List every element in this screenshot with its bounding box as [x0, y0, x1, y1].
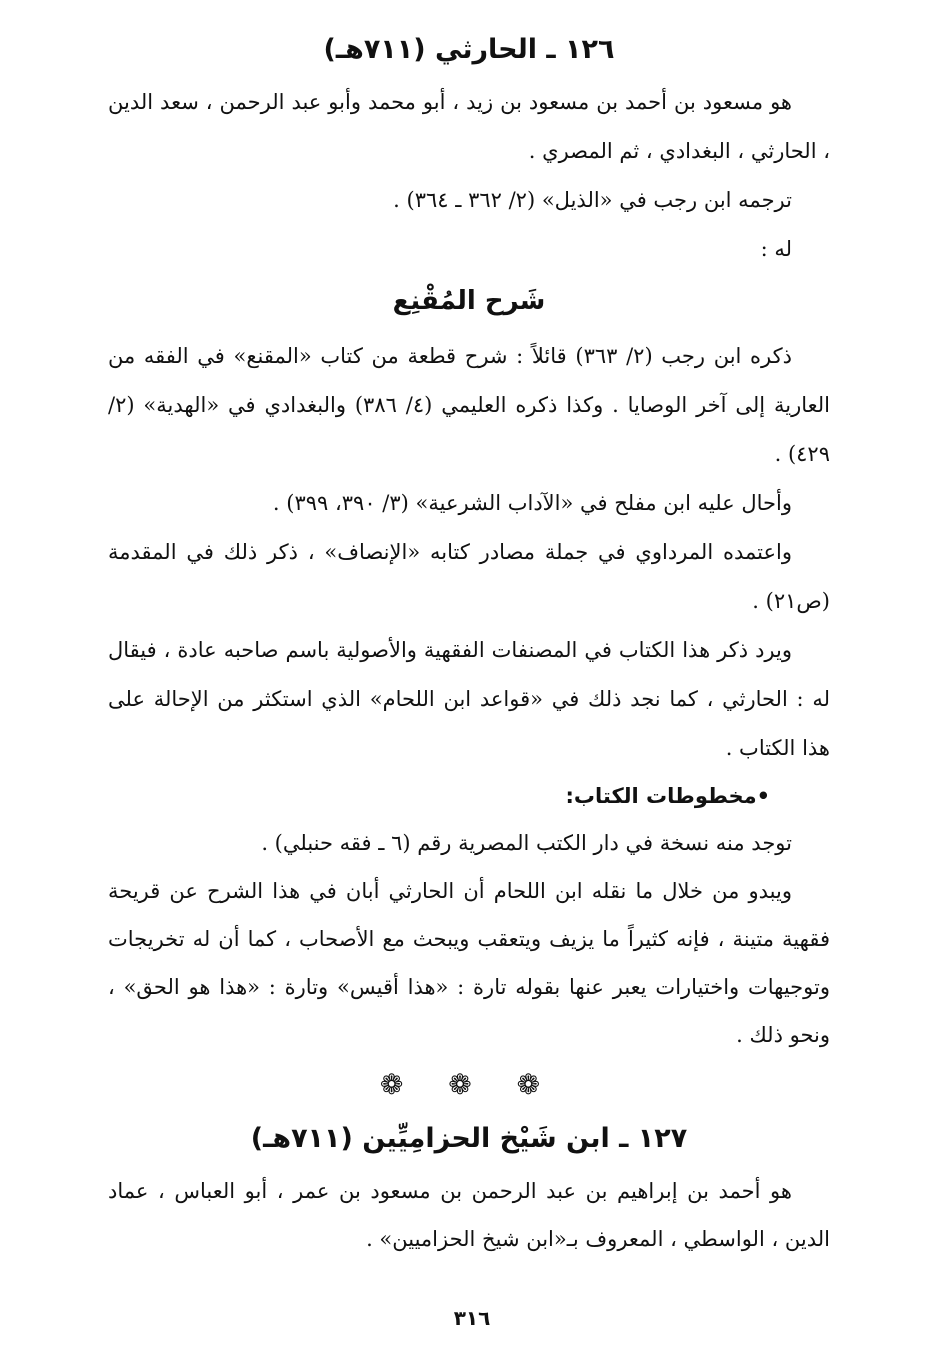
manuscripts-label: •مخطوطات الكتاب: — [565, 784, 770, 808]
entry-126-bio: هو مسعود بن أحمد بن مسعود بن زيد ، أبو محمد وأبو عبد الرحمن ، سعد الدين ، الحارثي ، البغدادي ، ثم المصري . — [108, 90, 830, 163]
entry-126-heading: ١٢٦ ـ الحارثي (٧١١هـ) — [323, 34, 615, 65]
entry-127-bio: هو أحمد بن إبراهيم بن عبد الرحمن بن مسعود بن عمر ، أبو العباس ، عماد الدين ، الواسطي ، المعروف بـ«ابن شيخ الحزاميين» . — [108, 1179, 830, 1251]
book-paragraph-3: واعتمده المرداوي في جملة مصادر كتابه «الإنصاف» ، ذكر ذلك في المقدمة (ص٢١) . — [108, 540, 830, 613]
book-paragraph-2: وأحال عليه ابن مفلح في «الآداب الشرعية» (٣/ ٣٩٠، ٣٩٩) . — [272, 491, 792, 515]
book-paragraph-4: ويرد ذكر هذا الكتاب في المصنفات الفقهية والأصولية باسم صاحبه عادة ، فيقال له : الحارثي ، كما نجد ذلك في «قواعد ابن اللحام» الذي استكثر من الإحالة على هذا الكتاب . — [108, 638, 830, 760]
section-separator: ❁ ❁ ❁ — [379, 1068, 559, 1101]
entry-127-heading: ١٢٧ ـ ابن شَيْخ الحزامِيِّين (٧١١هـ) — [250, 1123, 688, 1154]
page-number: ٣١٦ — [453, 1306, 491, 1330]
book-page — [108, 30, 830, 1263]
book-paragraph-1: ذكره ابن رجب (٢/ ٣٦٣) قائلاً : شرح قطعة من كتاب «المقنع» في الفقه من العارية إلى آخر الوصايا . وكذا ذكره العليمي (٤/ ٣٨٦) والبغدادي في «الهدية» (٢/ ٤٢٩) . — [108, 344, 830, 466]
book-title: شَرح المُقْنِع — [392, 286, 546, 316]
manuscripts-paragraph-2: ويبدو من خلال ما نقله ابن اللحام أن الحارثي أبان في هذا الشرح عن قريحة فقهية متينة ، فإنه كثيراً ما يزيف ويتعقب ويبحث مع الأصحاب ، كما أن له تخريجات وتوجيهات واختيارات يعبر عنها بقوله تارة : «هذا أقيس» وتارة : «هذا هو الحق» ، ونحو ذلك . — [108, 879, 830, 1047]
manuscripts-paragraph-1: توجد منه نسخة في دار الكتب المصرية رقم (٦ ـ فقه حنبلي) . — [261, 831, 792, 855]
entry-126-source: ترجمه ابن رجب في «الذيل» (٢/ ٣٦٢ ـ ٣٦٤) . — [393, 188, 792, 212]
works-label: له : — [760, 237, 792, 261]
